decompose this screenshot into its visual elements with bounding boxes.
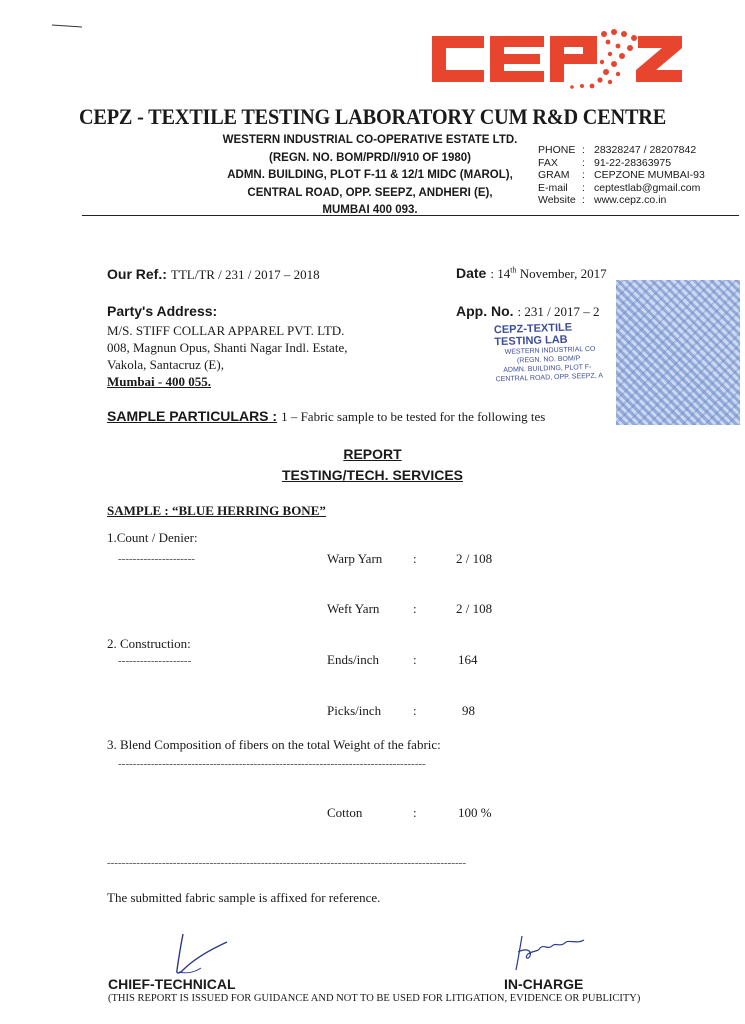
- weft-yarn-value: 2 / 108: [456, 601, 493, 616]
- dash-line: --------------------: [118, 655, 192, 667]
- contact-key: FAX: [538, 156, 558, 169]
- contact-email: ceptestlab@gmail.com: [594, 181, 701, 194]
- header-divider: [82, 215, 739, 216]
- sample-name: SAMPLE : “BLUE HERRING BONE”: [107, 503, 326, 518]
- party-label: Party's Address:: [107, 303, 218, 319]
- row-colon: :: [413, 805, 417, 820]
- report-date: [456, 265, 607, 283]
- section-blend-title: 3. Blend Composition of fibers on the total Weight of the fabric:: [107, 737, 441, 752]
- app-no-label: App. No.: [456, 303, 514, 319]
- app-no: [456, 303, 600, 321]
- row-colon: :: [413, 652, 417, 667]
- sample-particulars-value: 1 – Fabric sample to be tested for the following tes: [281, 409, 546, 424]
- stamp-line: CENTRAL ROAD, OPP. SEEPZ, A: [495, 372, 604, 384]
- dash-line: ------------------------------------------------------------------------------------: [118, 758, 426, 770]
- report-subheading: TESTING/TECH. SERVICES: [282, 467, 463, 483]
- fabric-swatch-image: [616, 280, 740, 425]
- contact-gram: CEPZONE MUMBAI-93: [594, 169, 705, 181]
- contact-block: PHONE : 28328247 / 28207842 FAX : 91-22-28363975 GRAM : CEPZONE MUMBAI-93 E-mail : ceptestlab@gmail.com Website : www.cepz.co.in: [538, 144, 705, 206]
- incharge-signature: [508, 930, 588, 975]
- row-colon: :: [413, 551, 417, 566]
- address-line: CENTRAL ROAD, OPP. SEEPZ, ANDHERI (E),: [247, 186, 493, 199]
- ends-inch-value: 164: [458, 652, 478, 667]
- picks-inch-value: 98: [462, 703, 475, 718]
- row-label: Picks/inch: [327, 703, 382, 718]
- party-line: 008, Magnun Opus, Shanti Nagar Indl. Estate,: [107, 340, 348, 355]
- date-value: : 14th November, 2017: [490, 265, 607, 281]
- chief-signature: [165, 930, 245, 980]
- lab-stamp: [494, 320, 625, 400]
- contact-key: E-mail: [538, 181, 568, 194]
- contact-fax: 91-22-28363975: [594, 156, 672, 169]
- row-colon: :: [413, 601, 417, 616]
- row-label: Weft Yarn: [327, 601, 380, 616]
- warp-yarn-value: 2 / 108: [456, 551, 493, 566]
- our-ref: [107, 266, 320, 284]
- row-colon: :: [413, 703, 417, 718]
- address-line: ADMN. BUILDING, PLOT F-11 & 12/1 MIDC (MAROL),: [227, 169, 513, 181]
- party-city: Mumbai - 400 055.: [107, 374, 211, 389]
- party-line: M/S. STIFF COLLAR APPAREL PVT. LTD.: [107, 323, 345, 338]
- app-no-value: : 231 / 2017 – 2: [517, 304, 600, 319]
- stamp-line: ADMN. BUILDING, PLOT F-: [503, 363, 592, 374]
- lab-title: CEPZ - TEXTILE TESTING LABORATORY CUM R&D CENTRE: [78, 104, 667, 129]
- dash-line: ---------------------: [118, 553, 195, 565]
- incharge-label: IN-CHARGE: [504, 976, 584, 992]
- our-ref-label: Our Ref.:: [107, 266, 167, 282]
- sample-particulars-label: SAMPLE PARTICULARS :: [107, 408, 278, 424]
- row-label: Warp Yarn: [327, 551, 383, 566]
- contact-key: GRAM: [538, 169, 570, 181]
- row-label: Cotton: [327, 805, 363, 820]
- report-heading: REPORT: [343, 446, 402, 462]
- cotton-value: 100 %: [458, 805, 492, 820]
- pen-mark: [52, 24, 82, 28]
- dash-line: --------------------------------------------------------------------------------------------------: [107, 857, 466, 869]
- contact-key: Website: [538, 194, 576, 206]
- party-address: [107, 322, 347, 390]
- stamp-line: (REGN. NO. BOM/P: [516, 355, 581, 365]
- sample-particulars: [107, 408, 619, 426]
- contact-website: www.cepz.co.in: [594, 194, 667, 206]
- contact-key: PHONE: [538, 144, 576, 156]
- row-label: Ends/inch: [327, 652, 379, 667]
- our-ref-value: TTL/TR / 231 / 2017 – 2018: [170, 267, 320, 282]
- party-line: Vakola, Santacruz (E),: [107, 357, 224, 372]
- stamp-line: WESTERN INDUSTRIAL CO: [504, 345, 596, 356]
- section-construction-title: 2. Construction:: [107, 636, 191, 651]
- cepz-logo: [432, 28, 682, 90]
- address-line: (REGN. NO. BOM/PRD/I/910 OF 1980): [269, 151, 471, 164]
- date-label: Date: [456, 265, 487, 281]
- section-count-title: 1.Count / Denier:: [107, 530, 198, 545]
- lab-address: [200, 132, 540, 220]
- chief-technical-label: CHIEF-TECHNICAL: [108, 976, 236, 992]
- address-line: MUMBAI 400 093.: [322, 204, 418, 216]
- address-line: WESTERN INDUSTRIAL CO-OPERATIVE ESTATE LTD.: [222, 134, 518, 146]
- stamp-line: CEPZ-TEXTILE TESTING LAB: [493, 321, 573, 349]
- disclaimer: (THIS REPORT IS ISSUED FOR GUIDANCE AND NOT TO BE USED FOR LITIGATION, EVIDENCE OR PUBLICITY): [108, 993, 641, 1004]
- footer-note: The submitted fabric sample is affixed for reference.: [107, 890, 381, 905]
- contact-phone: 28328247 / 28207842: [594, 144, 697, 156]
